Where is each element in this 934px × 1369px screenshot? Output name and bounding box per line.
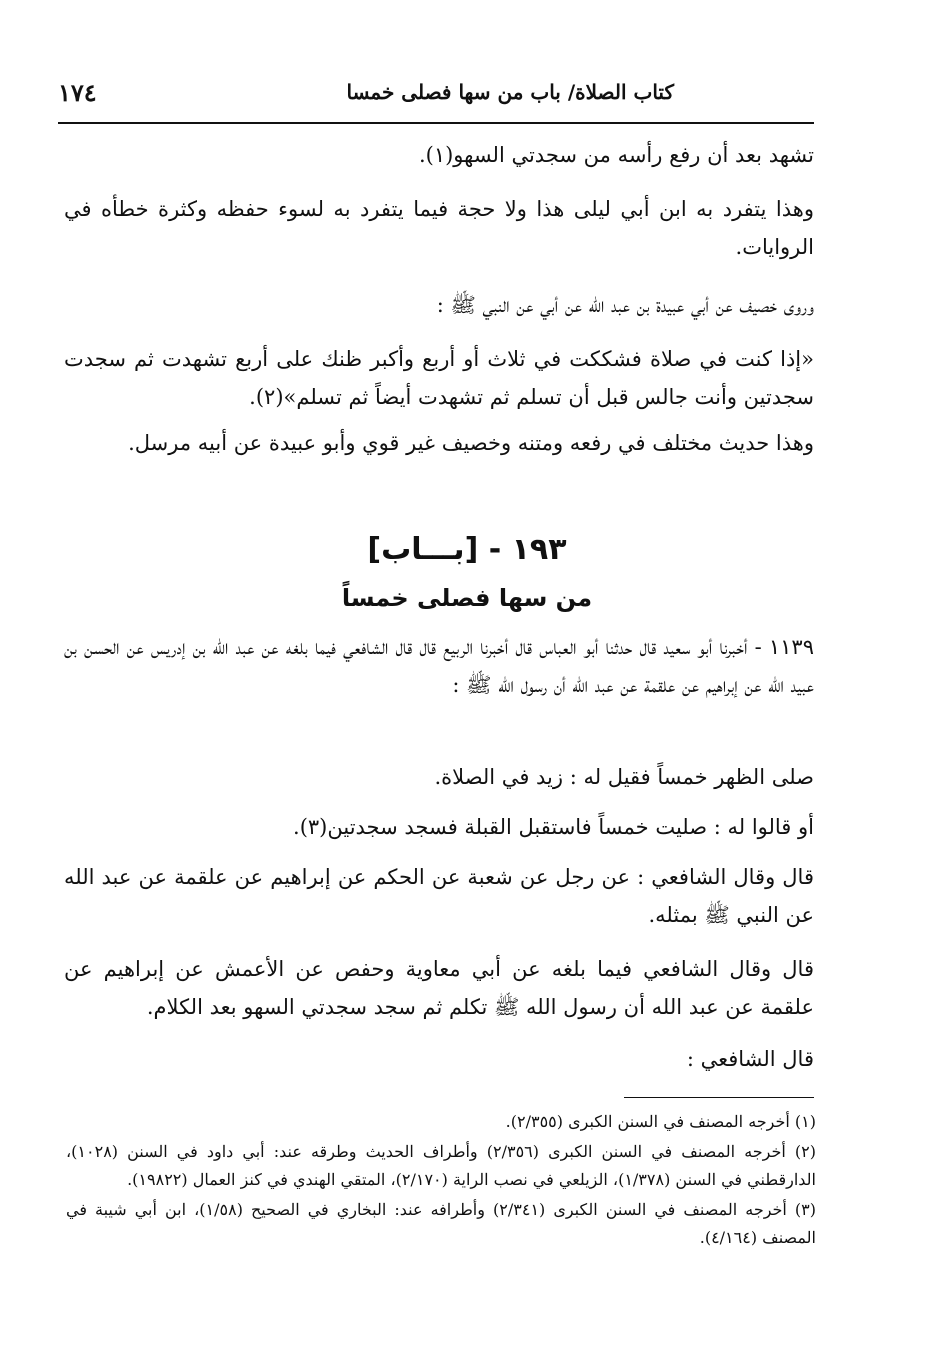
paragraph-6: ١١٣٩ - أخبرنا أبو سعيد قال حدثنا أبو العباس قال أخبرنا الربيع قال قال الشافعي فيما بلغه عن عبد الله بن إدريس عن الحسن بن عبيد الله عن إبراهيم عن علقمة عن عبد الله أن رسول الله ﷺ : (64, 635, 814, 697)
running-title: كتاب الصلاة/ باب من سها فصلى خمسا (346, 80, 674, 104)
footnote-2: (٢) أخرجه المصنف في السنن الكبرى (٢/٣٥٦) وأطراف الحديث وطرقه عند: أبي داود في السنن (١٠٢٨)، الدارقطني في السنن (١/٣٧٨)، الزيلعي في نصب الراية (٢/١٧٠)، المتقي الهندي في كنز العمال (١٩٨٢٢). (66, 1142, 817, 1189)
paragraph-3: وروى خصيف عن أبي عبيدة بن عبد الله عن أبي عن النبي ﷺ : (436, 293, 814, 317)
paragraph-5: وهذا حديث مختلف في رفعه ومتنه وخصيف غير قوي وأبو عبيدة عن أبيه مرسل. (128, 431, 814, 455)
paragraph-7: صلى الظهر خمساً فقيل له : زيد في الصلاة. (434, 765, 814, 789)
footnote-rule (624, 1097, 814, 1098)
footnotes (66, 1108, 816, 1254)
chapter-title: من سها فصلى خمساً (341, 584, 593, 612)
footnote-1: (١) أخرجه المصنف في السنن الكبرى (٢/٣٥٥). (505, 1112, 816, 1131)
paragraph-1: تشهد بعد أن رفع رأسه من سجدتي السهو(١). (418, 143, 814, 167)
header-rule (58, 122, 814, 124)
paragraph-8: أو قالوا له : صليت خمساً فاستقبل القبلة فسجد سجدتين(٣). (293, 815, 814, 839)
chapter-number: ١٩٣ - [بـــاب] (367, 532, 567, 567)
paragraph-10: قال وقال الشافعي فيما بلغه عن أبي معاوية وحفص عن الأعمش عن إبراهيم عن علقمة عن عبد الله أن رسول الله ﷺ تكلم ثم سجد سجدتي السهو بعد الكلام. (64, 957, 814, 1019)
paragraph-9: قال وقال الشافعي : عن رجل عن شعبة عن الحكم عن إبراهيم عن علقمة عن عبد الله عن النبي ﷺ بمثله. (64, 865, 814, 927)
page-number: ١٧٤ (58, 78, 97, 107)
paragraph-2: وهذا يتفرد به ابن أبي ليلى هذا ولا حجة فيما يتفرد به لسوء حفظه وكثرة خطأه في الروايات. (64, 197, 814, 259)
running-header (58, 78, 814, 116)
paragraph-4: «إذا كنت في صلاة فشككت في ثلاث أو أربع وأكبر ظنك على أربع تشهدت ثم سجدت سجدتين وأنت جالس قبل أن تسلم ثم تشهدت أيضاً ثم تسلم»(٢). (64, 347, 814, 409)
footnote-3: (٣) أخرجه المصنف في السنن الكبرى (٢/٣٤١) وأطرافه عند: البخاري في الصحيح (١/٥٨)، ابن أبي شيبة في المصنف (٤/١٦٤). (66, 1200, 817, 1247)
paragraph-11: قال الشافعي : (686, 1047, 814, 1071)
